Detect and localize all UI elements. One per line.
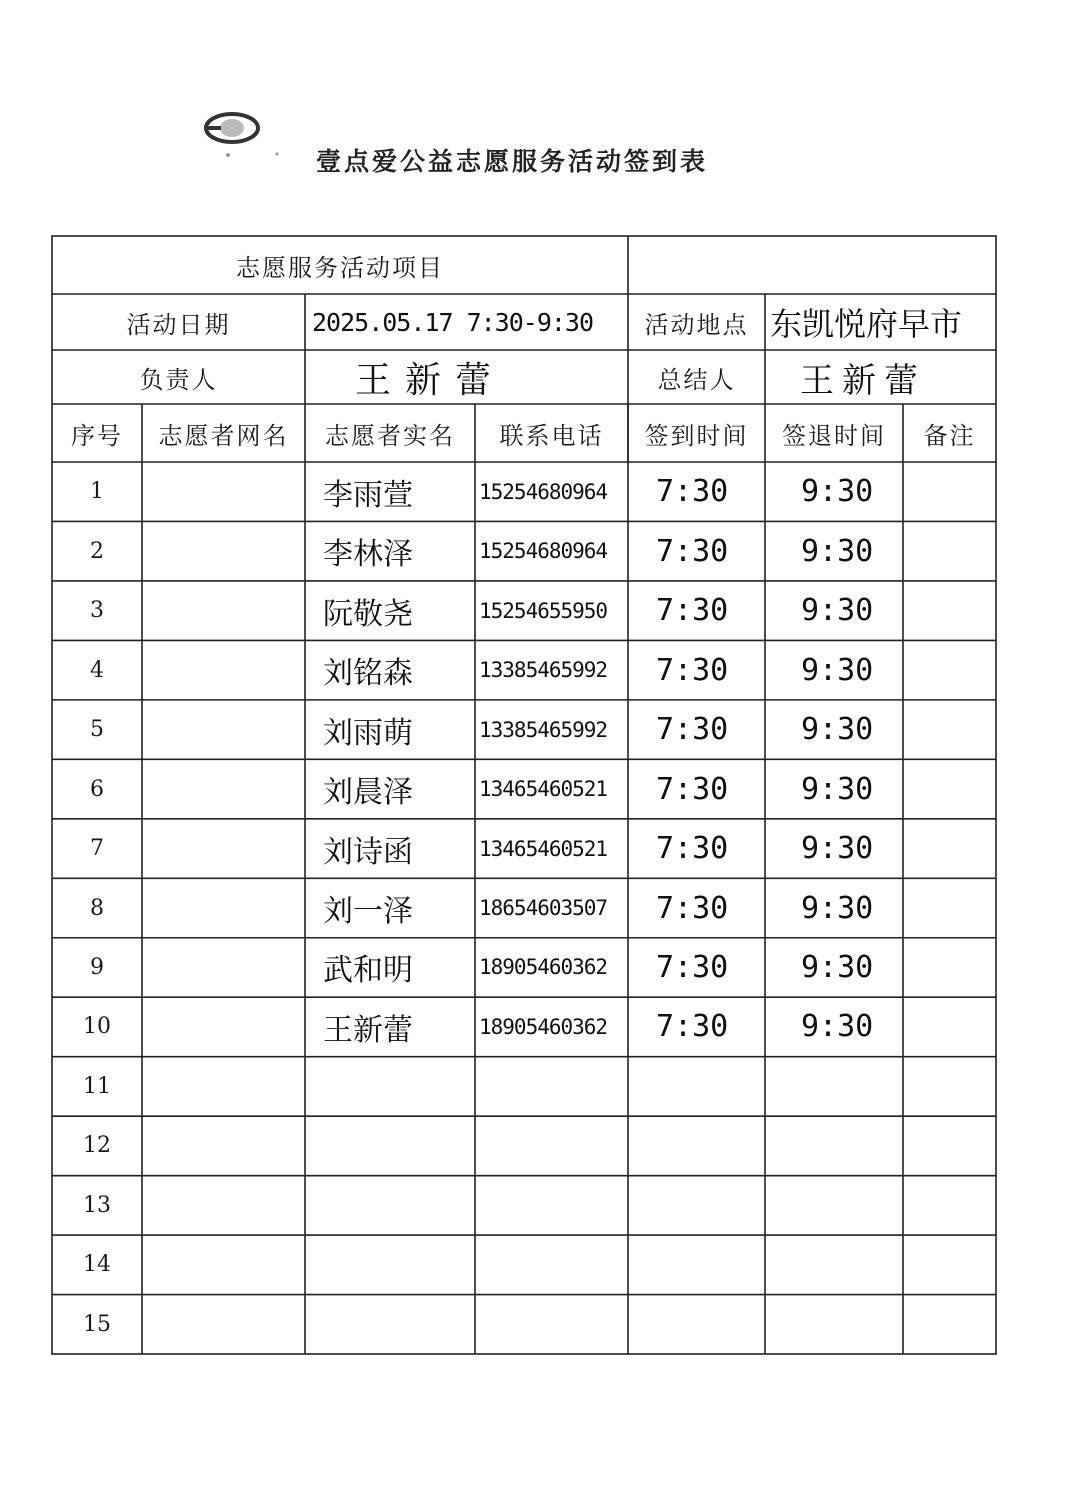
row-11-in-cell — [656, 1057, 765, 1116]
row-10-in-cell: 7:30 — [656, 1009, 729, 1045]
row-15-no-cell: 15 — [83, 1311, 111, 1337]
row-5-nickname-cell — [142, 700, 305, 759]
row-9-in-cell: 7:30 — [656, 949, 729, 985]
row-5-note-cell — [903, 700, 996, 759]
row-8-in-cell: 7:30 — [656, 890, 729, 926]
row-9-nickname-cell — [142, 938, 305, 997]
location-value: 东凯悦府早市 — [770, 305, 963, 343]
row-14-note-cell — [903, 1235, 996, 1294]
row-4-no-cell: 4 — [90, 657, 104, 683]
row-9-no-cell: 9 — [90, 954, 104, 980]
row-1-phone-cell: 15254680964 — [479, 479, 608, 504]
row-11-note-cell — [903, 1057, 996, 1116]
row-14-no-cell: 14 — [83, 1252, 111, 1278]
row-15-name-cell — [323, 1295, 475, 1354]
row-12-out-cell — [801, 1116, 903, 1175]
row-12-phone-cell — [479, 1116, 628, 1175]
leader-label: 负责人 — [139, 365, 218, 394]
row-1-no-cell: 1 — [90, 479, 104, 505]
summarizer-label: 总结人 — [657, 365, 736, 394]
row-6-name-cell: 刘晨泽 — [323, 775, 413, 811]
row-4-nickname-cell — [142, 640, 305, 699]
summarizer-value: 王新蕾 — [800, 360, 926, 401]
row-3-note-cell — [903, 581, 996, 640]
row-11-name-cell — [323, 1057, 475, 1116]
row-8-nickname-cell — [142, 878, 305, 937]
row-2-in-cell: 7:30 — [656, 533, 729, 569]
row-3-no-cell: 3 — [90, 598, 104, 624]
row-14-name-cell — [323, 1235, 475, 1294]
row-14-out-cell — [801, 1235, 903, 1294]
row-5-out-cell: 9:30 — [801, 712, 874, 748]
project-label: 志愿服务活动项目 — [236, 253, 444, 282]
row-1-note-cell — [903, 462, 996, 521]
row-10-nickname-cell — [142, 997, 305, 1056]
row-2-phone-cell: 15254680964 — [479, 539, 608, 564]
row-15-note-cell — [903, 1295, 996, 1354]
row-6-note-cell — [903, 759, 996, 818]
document-title: 壹点爱公益志愿服务活动签到表 — [316, 147, 709, 176]
row-5-name-cell: 刘雨萌 — [323, 715, 413, 751]
row-6-out-cell: 9:30 — [801, 771, 874, 807]
row-12-nickname-cell — [142, 1116, 305, 1175]
row-7-note-cell — [903, 819, 996, 878]
row-2-out-cell: 9:30 — [801, 533, 874, 569]
row-1-out-cell: 9:30 — [801, 474, 874, 510]
row-14-phone-cell — [479, 1235, 628, 1294]
row-15-phone-cell — [479, 1295, 628, 1354]
row-13-note-cell — [903, 1176, 996, 1235]
row-12-note-cell — [903, 1116, 996, 1175]
row-4-phone-cell: 13385465992 — [479, 658, 608, 683]
row-7-out-cell: 9:30 — [801, 831, 874, 867]
row-8-out-cell: 9:30 — [801, 890, 874, 926]
row-9-note-cell — [903, 938, 996, 997]
row-11-out-cell — [801, 1057, 903, 1116]
row-3-nickname-cell — [142, 581, 305, 640]
row-15-nickname-cell — [142, 1295, 305, 1354]
row-1-name-cell: 李雨萱 — [323, 477, 413, 513]
row-8-note-cell — [903, 878, 996, 937]
row-13-no-cell: 13 — [83, 1192, 111, 1218]
row-10-no-cell: 10 — [83, 1014, 111, 1040]
row-9-out-cell: 9:30 — [801, 949, 874, 985]
column-header-checkout: 签退时间 — [782, 421, 886, 450]
location-label: 活动地点 — [644, 310, 749, 339]
row-8-phone-cell: 18654603507 — [479, 896, 608, 921]
row-13-out-cell — [801, 1176, 903, 1235]
row-2-note-cell — [903, 521, 996, 580]
row-2-name-cell: 李林泽 — [323, 537, 413, 573]
row-13-in-cell — [656, 1176, 765, 1235]
row-6-phone-cell: 13465460521 — [479, 777, 608, 802]
row-15-in-cell — [656, 1295, 765, 1354]
column-header-realname: 志愿者实名 — [325, 421, 455, 450]
row-8-no-cell: 8 — [90, 895, 104, 921]
row-13-name-cell — [323, 1176, 475, 1235]
row-2-nickname-cell — [142, 521, 305, 580]
row-7-no-cell: 7 — [90, 836, 104, 862]
row-15-out-cell — [801, 1295, 903, 1354]
project-value — [636, 236, 986, 294]
row-5-no-cell: 5 — [90, 717, 104, 743]
row-12-no-cell: 12 — [83, 1133, 111, 1159]
row-8-name-cell: 刘一泽 — [323, 894, 413, 930]
row-1-in-cell: 7:30 — [656, 474, 729, 510]
date-label: 活动日期 — [126, 310, 231, 339]
row-14-in-cell — [656, 1235, 765, 1294]
row-6-nickname-cell — [142, 759, 305, 818]
row-10-phone-cell: 18905460362 — [479, 1014, 608, 1039]
row-14-nickname-cell — [142, 1235, 305, 1294]
column-header-note: 备注 — [923, 421, 976, 450]
row-4-note-cell — [903, 640, 996, 699]
row-13-phone-cell — [479, 1176, 628, 1235]
row-11-nickname-cell — [142, 1057, 305, 1116]
row-4-name-cell: 刘铭森 — [323, 656, 413, 692]
column-header-nickname: 志愿者网名 — [158, 421, 289, 450]
row-3-out-cell: 9:30 — [801, 593, 874, 629]
row-7-nickname-cell — [142, 819, 305, 878]
row-11-phone-cell — [479, 1057, 628, 1116]
row-1-nickname-cell — [142, 462, 305, 521]
column-header-checkin: 签到时间 — [644, 421, 749, 450]
row-3-phone-cell: 15254655950 — [479, 598, 608, 623]
row-7-phone-cell: 13465460521 — [479, 836, 608, 861]
column-header-phone: 联系电话 — [499, 421, 604, 450]
row-9-name-cell: 武和明 — [323, 953, 413, 989]
row-3-in-cell: 7:30 — [656, 593, 729, 629]
row-12-name-cell — [323, 1116, 475, 1175]
leader-value: 王新蕾 — [355, 359, 506, 401]
row-10-name-cell: 王新蕾 — [323, 1012, 413, 1048]
row-4-in-cell: 7:30 — [656, 652, 729, 688]
row-11-no-cell: 11 — [83, 1073, 111, 1099]
row-2-no-cell: 2 — [90, 538, 104, 564]
row-13-nickname-cell — [142, 1176, 305, 1235]
row-10-out-cell: 9:30 — [801, 1009, 874, 1045]
row-7-in-cell: 7:30 — [656, 831, 729, 867]
row-9-phone-cell: 18905460362 — [479, 955, 608, 980]
row-10-note-cell — [903, 997, 996, 1056]
column-header-index: 序号 — [71, 421, 123, 450]
date-value: 2025.05.17 7:30-9:30 — [312, 307, 594, 337]
row-3-name-cell: 阮敬尧 — [323, 596, 413, 632]
row-4-out-cell: 9:30 — [801, 652, 874, 688]
row-6-no-cell: 6 — [90, 776, 104, 802]
row-6-in-cell: 7:30 — [656, 771, 729, 807]
row-7-name-cell: 刘诗函 — [323, 834, 413, 870]
row-5-in-cell: 7:30 — [656, 712, 729, 748]
row-12-in-cell — [656, 1116, 765, 1175]
row-5-phone-cell: 13385465992 — [479, 717, 608, 742]
